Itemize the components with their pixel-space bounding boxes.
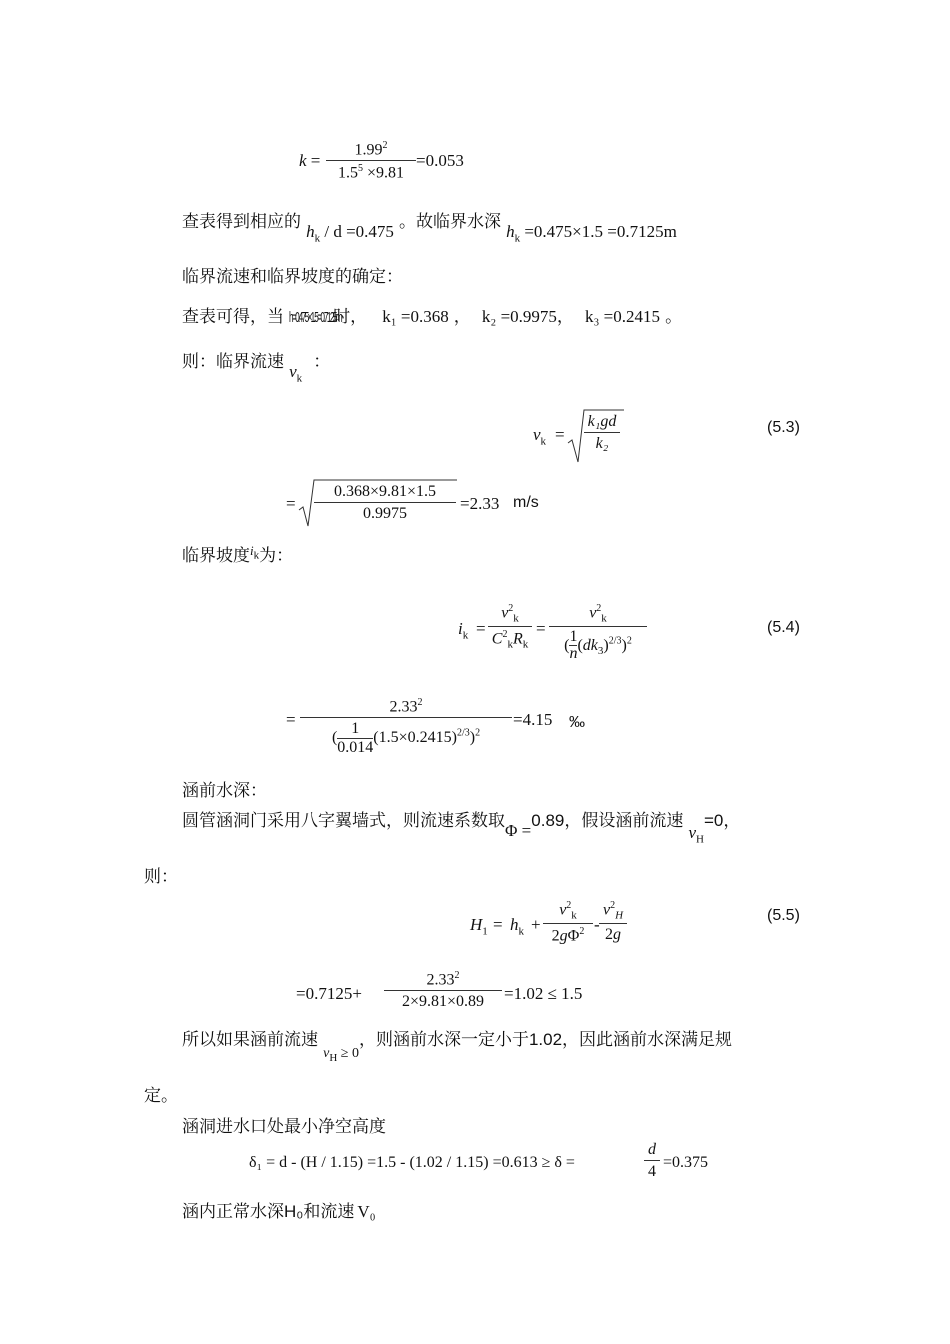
eq54-lhs-sub: k [462,629,469,642]
p8-v0: V₀ [357,1202,376,1221]
eq53b-num: 0.368×9.81×1.5 [314,483,456,503]
eq53-num: k₁gd [587,413,617,430]
p5-text2: ，假设涵前流速 [564,811,684,831]
eq54b-fraction: 2.33$^2$ ( 1 $0.014(1.5\times 0.2415)^{2/3})^2$ [300,697,512,757]
p1-hk2: h [506,222,515,241]
eq-delta-rhs: =0.375 [663,1154,709,1171]
eq54-fraction-2: $v^2_k$ ( $\frac{1}{n}(dk_3)^{2/3})^2$ [549,603,647,663]
eq55-lhs: H [470,915,483,934]
eq55-fraction-2: $\frac{v^2_H}{2g}$ [599,900,627,944]
p8-h0: H₀ [284,1202,304,1221]
p6-text2: ，则涵前水深一定小于 [358,1030,529,1050]
paragraph-lookup-k [182,302,682,327]
p1-text2: 。故临界水深 [399,212,501,232]
eq-k-den: 1.5 [337,164,358,182]
eq53b-rhs: =2.33 [460,494,500,513]
eq-k-num-exp: 2 [382,140,388,151]
eq53-lhs-sub: k [540,435,547,448]
p1-hk: h [306,222,315,241]
p4-text2: 为： [259,546,294,566]
p5-v-sub: H [696,833,704,846]
p6-continuation: 定。 [144,1086,178,1106]
eq-k-num: 1.99 [354,141,383,159]
p1-critical-depth: =0.475×1.5 =0.7125m [520,222,677,241]
p2-sep2: ， [556,307,574,327]
paragraph-clearance: 涵洞进水口处最小净空高度 [182,1117,386,1137]
eq55-fraction-1: $\frac{v^2_k}{2g\Phi^2}$ [543,900,593,945]
p1-ratio: / d =0.475 [320,222,394,241]
eq55-number: (5.5) [767,907,800,924]
eq55-lhs-sub: 1 [482,925,488,938]
eq55b-den: 2×9.81×0.89 [401,993,485,1011]
eq53b-equals: = [286,494,296,513]
eq54-lhs: i [458,619,463,638]
eq-k-den-exp: 5 [357,163,363,175]
p2-k1: k₁ =0.368 [382,307,449,326]
paragraph-lookup-hk [182,207,677,245]
eq53-equals: = [555,425,565,444]
eq55b-num: 2.33 [426,971,455,989]
eq-delta-den: 4 [648,1163,656,1180]
p2-k2: k₂ =0.9975 [481,307,557,326]
eq55-equals: = [493,915,503,934]
eq53-fraction [584,413,620,453]
p6-text1: 所以如果涵前流速 [182,1030,318,1050]
p8-text2: 和流速 [303,1202,355,1222]
eq55b-num-exp: 2 [454,970,460,981]
eq55-hk: h [510,915,519,934]
p5-continuation: 则： [144,867,178,887]
p2-garbled-formula: h=0.475×1.5=0.7125m [289,309,342,326]
p3-v-sub: k [296,372,303,385]
p4-i: i [250,543,254,558]
eq-k-rhs: =0.053 [416,151,464,170]
p5-text3: =0， [703,811,741,830]
eq54-fraction-1: $v^2_k$ $C^2_kR_k$ [488,603,532,650]
p8-text1: 涵内正常水深 [182,1202,284,1222]
p2-text2: 时， [333,307,368,327]
eq-delta-lhs: δ₁ = d - (H / 1.15) =1.5 - (1.02 / 1.15) =0.613 ≥ δ = [249,1154,575,1171]
eq-k-lhs: k = [299,151,321,170]
p1-text1: 查表得到相应的 [182,212,301,232]
eq54b-unit: ‰ [569,714,585,731]
p2-k3: k₃ =0.2415 [585,307,661,326]
p6-value: 1.02 [528,1030,563,1049]
p5-phi: Φ = [505,821,532,840]
p5-v: v [688,823,696,842]
p5-text1: 圆管涵洞门采用八字翼墙式，则流速系数取 [182,811,505,831]
paragraph-conclusion [182,1025,733,1064]
p5-value: 0.89 [531,811,565,830]
eq55-minus: - [594,915,600,934]
heading-upstream-depth: 涵前水深： [182,781,267,801]
p1-hk2-sub: k [514,232,521,245]
p2-text1: 查表可得，当 [182,307,284,327]
p1-hk-sub: k [314,232,321,245]
eq53-den: k₂ [595,435,609,452]
p6-v: v [323,1046,330,1061]
eq-k-fraction [326,140,416,183]
eq54-number: (5.4) [767,619,800,636]
p6-condition: ≥ 0 [337,1046,359,1061]
p3-colon: ： [313,352,331,372]
eq53b-fraction [314,483,456,523]
eq53-number: (5.3) [767,419,800,436]
eq54-equals-2: = [536,619,546,638]
p3-v: v [289,362,297,381]
eq53b-unit: m/s [513,494,539,511]
eq-delta-num: d [648,1141,656,1158]
p4-text1: 临界坡度 [182,546,250,566]
eq55b-lhs: =0.7125+ [296,984,362,1003]
p2-end: 。 [665,307,683,327]
paragraph-critical-velocity [182,347,331,385]
eq54b-num-exp: 2 [417,697,423,708]
p2-sep1: ， [453,307,471,327]
eq53-lhs: v [533,425,541,444]
eq55-hk-sub: k [518,925,524,938]
eq54-equals-1: = [476,619,486,638]
heading-critical-flow: 临界流速和临界坡度的确定： [182,267,403,287]
eq54b-equals: = [286,710,296,729]
paragraph-normal-depth [182,1197,376,1222]
eq55b-fraction [384,970,502,1011]
p3-text: 则：临界流速 [182,352,284,372]
eq-k-den-rest: ×9.81 [362,164,405,182]
paragraph-velocity-coefficient [182,806,741,846]
paragraph-critical-slope [182,541,293,568]
eq-delta-fraction [644,1141,660,1181]
p6-v-sub: H [329,1051,338,1064]
p4-i-sub: k [253,549,260,562]
p6-text3: ，因此涵前水深满足规 [562,1030,733,1050]
eq54b-rhs: =4.15 [513,710,553,729]
eq53b-den: 0.9975 [363,505,407,522]
eq55b-rhs: =1.02 ≤ 1.5 [504,984,583,1003]
eq54b-num: 2.33 [389,698,418,716]
eq55-plus: + [531,915,541,934]
